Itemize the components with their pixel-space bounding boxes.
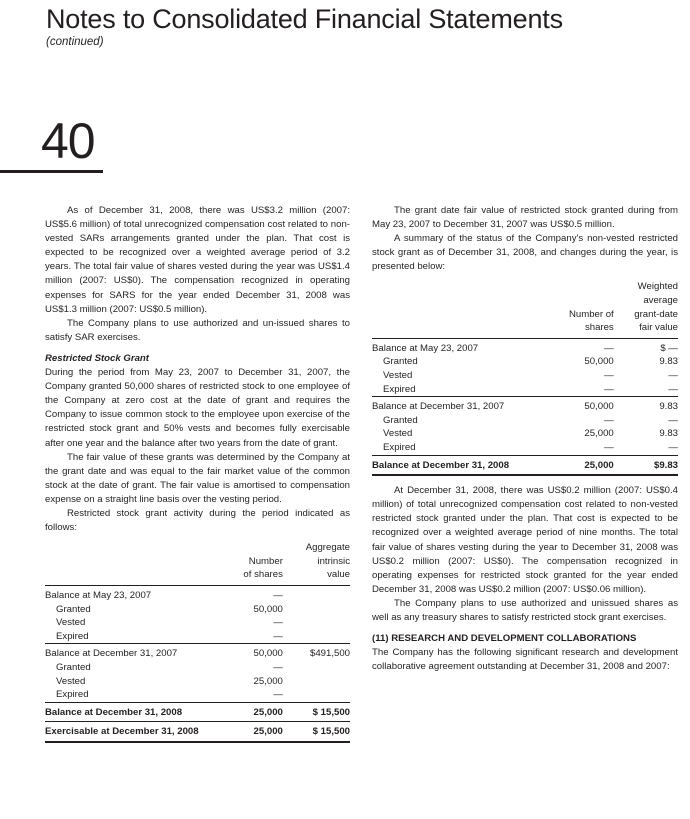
row-shares: — [604, 383, 614, 395]
row-label: Expired [56, 630, 89, 642]
table-row [372, 441, 678, 455]
row-shares: 25,000 [222, 722, 283, 742]
row-value [283, 661, 350, 675]
table-row [45, 661, 350, 675]
row-shares: — [273, 630, 283, 642]
row-value: 9.83 [659, 428, 678, 440]
row-shares: 25,000 [253, 675, 283, 687]
row-value [283, 675, 350, 689]
row-shares: — [273, 689, 283, 701]
row-label: Vested [56, 617, 86, 629]
row-shares: — [604, 342, 614, 354]
page-number: 40 [41, 113, 95, 169]
row-value: 9.83 [614, 397, 678, 414]
table-header: Weighted average grant-date fair value [614, 280, 678, 338]
table-row [372, 427, 678, 441]
table-row [45, 688, 350, 702]
row-shares: 50,000 [222, 644, 283, 661]
row-label: Expired [383, 383, 416, 395]
row-value [283, 603, 350, 617]
table-row [372, 414, 678, 428]
table-header: Number of shares [222, 541, 283, 585]
row-label: Expired [383, 442, 416, 453]
restricted-grant-paragraph: During the period from May 23, 2007 to December 31, 2007, the Company granted 50,000 shares of restricted stock to one employee of the Company at zero cost at the date of grant and requires the Company to issue common stock to the employee upon exercise of the restricted stock grant and 50% vests and becomes fully exercisable after one year and the balance after two years from the date of grant. [45, 367, 350, 449]
table-row [372, 397, 678, 414]
row-label: Granted [56, 661, 91, 673]
row-shares: 50,000 [543, 397, 613, 414]
table-row [45, 603, 350, 617]
row-value: — [668, 442, 678, 453]
rd-collaborations-heading: (11) RESEARCH AND DEVELOPMENT COLLABORATIONS [372, 633, 637, 645]
nonvested-summary-table [372, 280, 678, 476]
row-shares: — [273, 661, 283, 673]
left-column [45, 204, 350, 743]
row-label: Vested [56, 675, 86, 687]
row-shares: 25,000 [543, 455, 613, 475]
row-shares: 25,000 [222, 702, 283, 722]
row-label: Balance at December 31, 2008 [372, 455, 543, 475]
row-shares: 50,000 [253, 603, 283, 615]
row-value: $ 15,500 [283, 702, 350, 722]
row-value: — [668, 383, 678, 395]
page-title: Notes to Consolidated Financial Statements [46, 4, 563, 34]
row-label: Granted [383, 356, 418, 368]
row-value: $491,500 [283, 644, 350, 661]
row-label: Vested [383, 428, 413, 440]
page-subtitle: (continued) [46, 36, 104, 48]
row-value: $ — [660, 342, 678, 354]
table-row [45, 702, 350, 722]
row-label: Granted [56, 603, 91, 615]
table-row [372, 455, 678, 475]
row-value: $9.83 [614, 455, 678, 475]
row-value: — [668, 414, 678, 426]
row-label: Balance at December 31, 2007 [45, 644, 222, 661]
row-label: Balance at December 31, 2007 [372, 397, 543, 414]
table-row [45, 616, 350, 630]
row-label: Expired [56, 689, 89, 701]
sar-shares-paragraph: The Company plans to use authorized and un-issued shares to satisfy SAR exercises. [45, 317, 350, 343]
restricted-stock-heading: Restricted Stock Grant [45, 352, 149, 364]
row-label: Exercisable at December 31, 2008 [45, 722, 222, 742]
row-shares: 50,000 [584, 356, 614, 368]
restricted-activity-table [45, 541, 350, 743]
row-shares: — [604, 414, 614, 426]
table-header: Number of shares [543, 280, 613, 338]
row-value [283, 688, 350, 702]
row-value: $ 15,500 [283, 722, 350, 742]
row-value: — [668, 370, 678, 382]
table-row [45, 644, 350, 661]
row-label: Balance at December 31, 2008 [45, 702, 222, 722]
row-label: Balance at May 23, 2007 [45, 589, 152, 601]
unrecognized-cost-paragraph: At December 31, 2008, there was US$0.2 million (2007: US$0.4 million) of total unrecognized compensation cost related to non-vested restricted stock granted under the plan. That cost is expected to be recognized over a weighted average period of nine months. The total fair value of shares vesting during the year to December 31, 2008 was US$0.2 million (2007: US$0). The compensation recognized in operating expenses for restricted stock granted for the year ended December 31, 2008 was US$0.2 million (2007: US$0.06 million). [372, 485, 678, 595]
row-shares: — [273, 589, 283, 601]
table-header [45, 541, 222, 585]
table-row [372, 338, 678, 355]
row-shares: — [273, 617, 283, 629]
row-value [283, 585, 350, 602]
fair-value-paragraph: The fair value of these grants was determined by the Company at the grant date and was equal to the fair market value of the common stock at the date of grant. The fair value is amortised to compensation expense on a straight line basis over the vesting period. [45, 451, 350, 505]
table-row [45, 630, 350, 644]
row-shares: — [604, 370, 614, 382]
table-row [45, 675, 350, 689]
row-shares: — [604, 442, 614, 453]
table-row [372, 369, 678, 383]
row-shares: 25,000 [584, 428, 614, 440]
table-row [372, 383, 678, 397]
activity-intro-paragraph: Restricted stock grant activity during the period indicated as follows: [45, 507, 350, 534]
page-number-rule [0, 170, 103, 173]
row-label: Granted [383, 414, 418, 426]
table-row [45, 585, 350, 602]
summary-intro-paragraph: A summary of the status of the Company's non-vested restricted stock grant as of December 31, 2008, and changes during the year, is presented below: [372, 233, 678, 273]
table-header: Aggregate intrinsic value [283, 541, 350, 585]
table-header [372, 280, 543, 338]
row-value [283, 616, 350, 630]
row-label: Balance at May 23, 2007 [372, 342, 479, 354]
right-column [372, 204, 678, 674]
rd-intro-paragraph: The Company has the following significant research and development collaborative agreement outstanding at December 31, 2008 and 2007: [372, 647, 678, 673]
grant-date-paragraph: The grant date fair value of restricted stock granted during from May 23, 2007 to December 31, 2007 was US$0.5 million. [372, 205, 678, 231]
sar-cost-paragraph: As of December 31, 2008, there was US$3.2 million (2007: US$5.6 million) of total unrecognized compensation cost related to non-vested SARs arrangements granted under the plan. That cost is expected to be recognized over a weighted average period of 3.2 years. The total fair value of shares vested during the year was US$1.4 million (2007: US$0). The compensation recognized in operating expenses for SARS for the year ended December 31, 2008 was US$1.3 million (2007: US$0.5 million). [45, 205, 350, 315]
table-row [45, 722, 350, 742]
table-row [372, 355, 678, 369]
row-value: 9.83 [659, 356, 678, 368]
treasury-shares-paragraph: The Company plans to use authorized and unissued shares as well as any treasury shares to satisfy restricted stock grant exercises. [372, 597, 678, 624]
row-value [283, 630, 350, 644]
row-label: Vested [383, 370, 413, 382]
